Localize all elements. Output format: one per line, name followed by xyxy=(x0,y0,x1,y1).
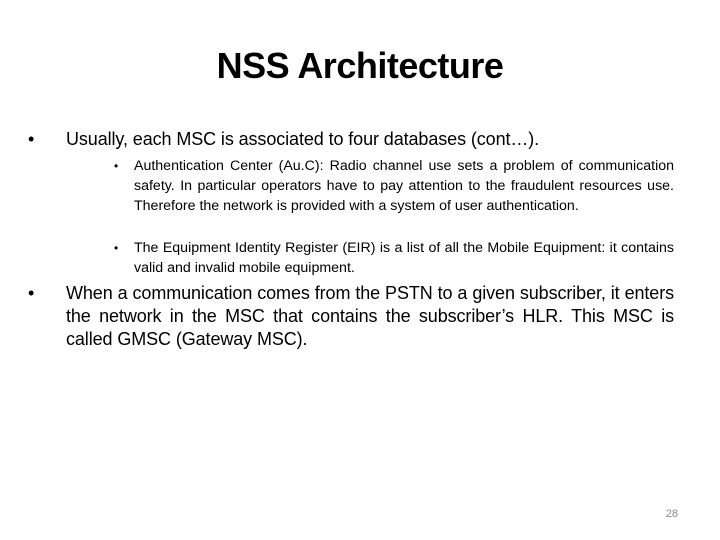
bullet-text: When a communication comes from the PSTN to a given subscriber, it enters the network in the MSC that contains the subscriber’s HLR. This MSC is called GMSC (Gateway MSC). xyxy=(66,283,674,349)
sub-bullet-text: Authentication Center (Au.C): Radio channel use sets a problem of communication safety. In particular operators have to pay attention to the fraudulent resources use. Therefore the network is provided with a system of user authentication. xyxy=(134,158,674,214)
sub-bullet-item xyxy=(114,238,674,278)
bullet-marker: • xyxy=(28,283,35,303)
sub-bullet-item xyxy=(114,156,674,216)
page-number: 28 xyxy=(665,508,678,520)
bullet-item xyxy=(28,282,674,351)
sub-bullet-text: The Equipment Identity Register (EIR) is a list of all the Mobile Equipment: it contains valid and invalid mobile equipment. xyxy=(134,240,674,276)
bullet-marker: • xyxy=(28,129,35,149)
sub-bullet-marker: • xyxy=(114,159,119,173)
slide-title: NSS Architecture xyxy=(216,45,504,86)
bullet-text: Usually, each MSC is associated to four databases (cont…). xyxy=(66,129,540,149)
bullet-item xyxy=(28,128,688,151)
sub-bullet-marker: • xyxy=(114,241,119,255)
